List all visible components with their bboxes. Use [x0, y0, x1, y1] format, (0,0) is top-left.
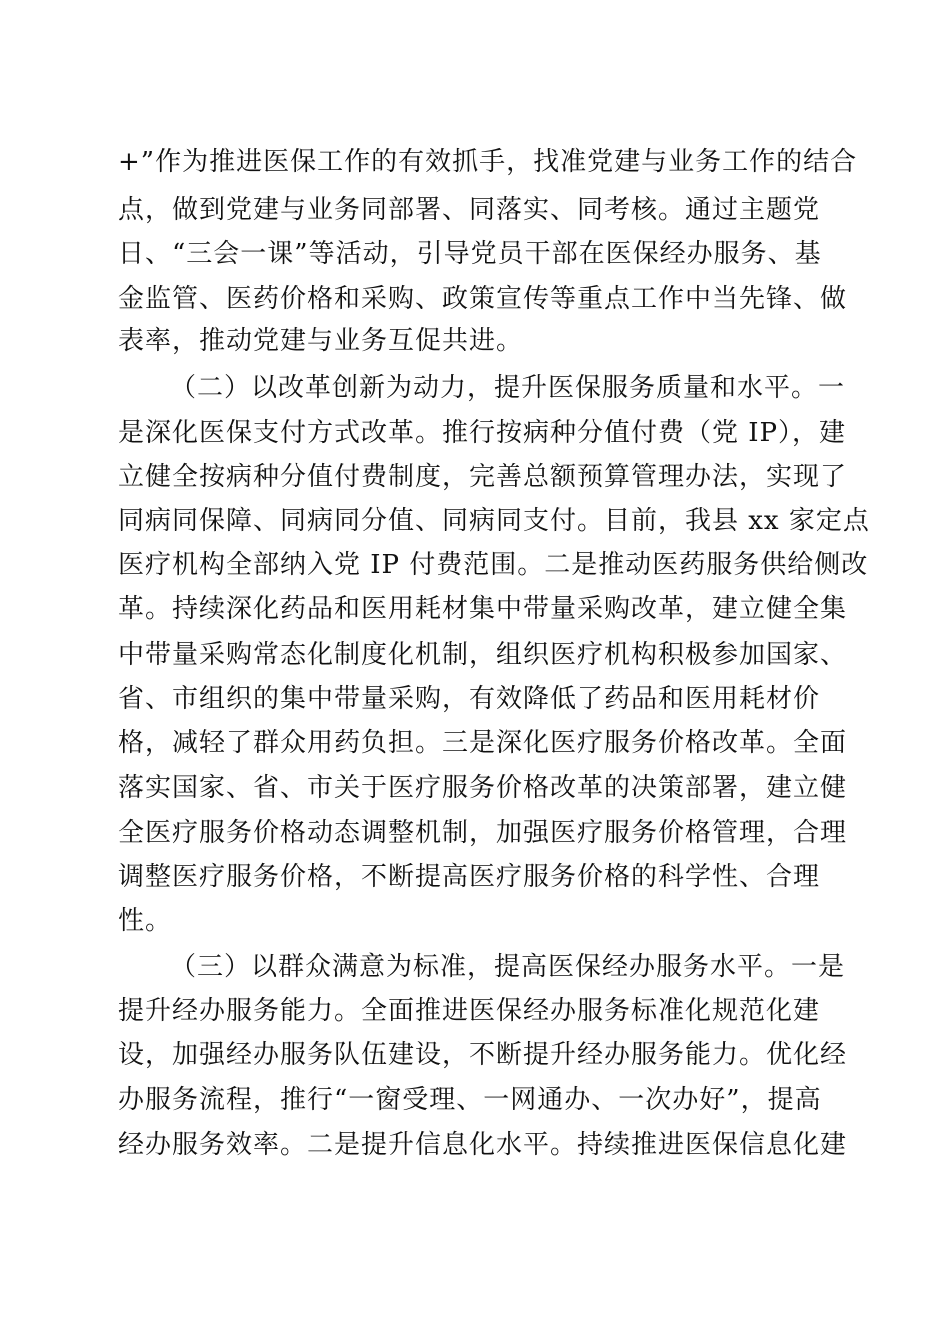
section-heading-3: （三）以群众满意为标准，提高医保经办服务水平。一是 — [170, 952, 846, 982]
text-line: 表率，推动党建与业务互促共进。 — [118, 326, 524, 356]
text-line: +”作为推进医保工作的有效抓手，找准党建与业务工作的结合 — [118, 147, 858, 177]
text-line: 经办服务效率。二是提升信息化水平。持续推进医保信息化建 — [118, 1130, 848, 1160]
text-line: 立健全按病种分值付费制度，完善总额预算管理办法，实现了 — [118, 462, 848, 492]
text-line: 是深化医保支付方式改革。推行按病种分值付费（党 IP），建 — [118, 418, 847, 448]
text-line: 医疗机构全部纳入党 IP 付费范围。二是推动医药服务供给侧改 — [118, 550, 869, 580]
text-line: 办服务流程，推行“一窗受理、一网通办、一次办好”，提高 — [118, 1085, 822, 1115]
text-line: 性。 — [118, 906, 173, 936]
text-line: 格，减轻了群众用药负担。三是深化医疗服务价格改革。全面 — [118, 728, 848, 758]
text-line: 全医疗服务价格动态调整机制，加强医疗服务价格管理，合理 — [118, 818, 848, 848]
text-line: 调整医疗服务价格，不断提高医疗服务价格的科学性、合理 — [118, 862, 821, 892]
text-line: 省、市组织的集中带量采购，有效降低了药品和医用耗材价 — [118, 684, 821, 714]
text-line: 日、“三会一课”等活动，引导党员干部在医保经办服务、基 — [118, 239, 822, 269]
section-heading-2: （二）以改革创新为动力，提升医保服务质量和水平。一 — [170, 373, 846, 403]
text-line: 金监管、医药价格和采购、政策宣传等重点工作中当先锋、做 — [118, 284, 848, 314]
text-line: 革。持续深化药品和医用耗材集中带量采购改革，建立健全集 — [118, 594, 848, 624]
text-line: 中带量采购常态化制度化机制，组织医疗机构积极参加国家、 — [118, 640, 848, 670]
text-line: 提升经办服务能力。全面推进医保经办服务标准化规范化建 — [118, 996, 821, 1026]
text-line: 同病同保障、同病同分值、同病同支付。目前，我县 xx 家定点 — [118, 506, 870, 536]
text-line: 设，加强经办服务队伍建设，不断提升经办服务能力。优化经 — [118, 1040, 848, 1070]
text-line: 落实国家、省、市关于医疗服务价格改革的决策部署，建立健 — [118, 773, 848, 803]
text-line: 点，做到党建与业务同部署、同落实、同考核。通过主题党 — [118, 195, 821, 225]
